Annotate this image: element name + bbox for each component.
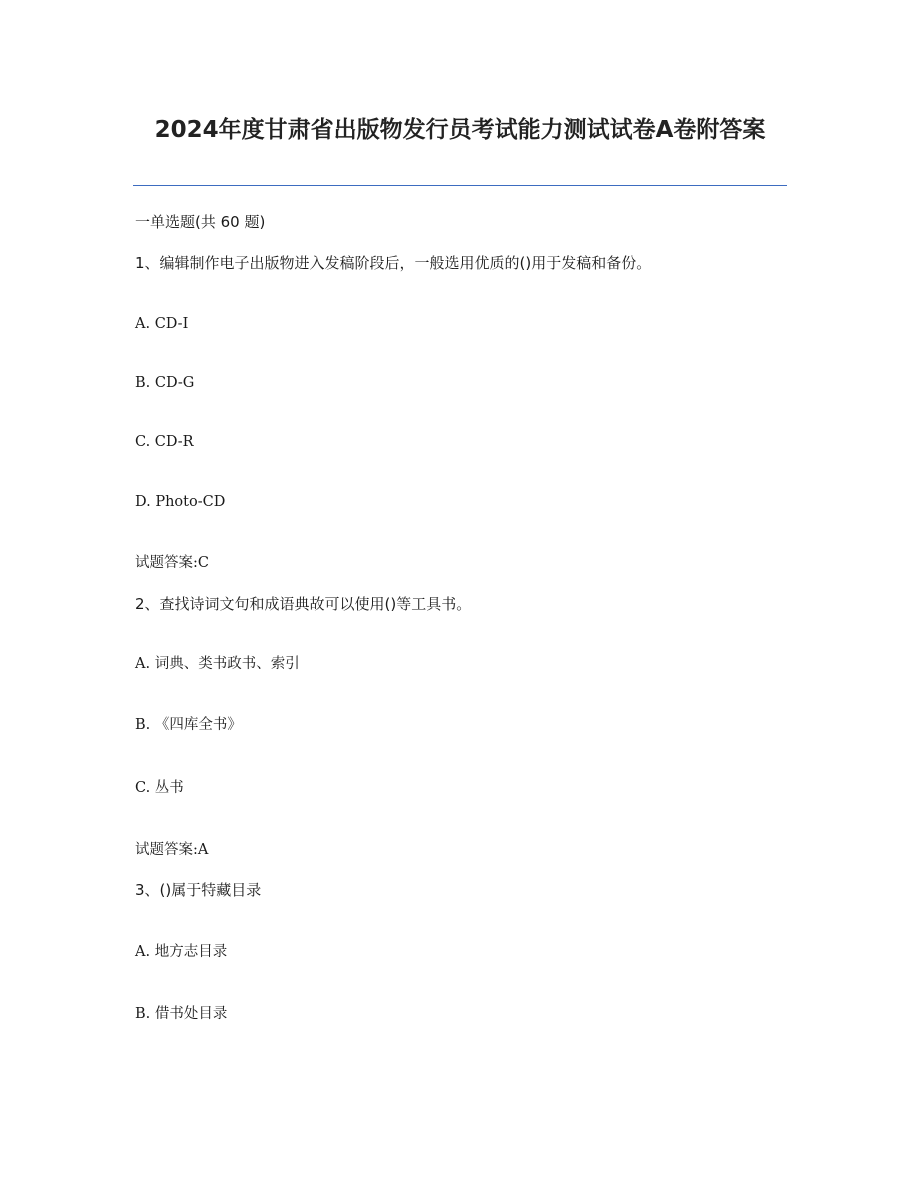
section-heading: 一单选题(共 60 题): [135, 213, 266, 231]
title-divider: [133, 185, 787, 186]
question-1-option-d: D. Photo-CD: [135, 494, 226, 510]
document-title: 2024年度甘肃省出版物发行员考试能力测试试卷A卷附答案: [154, 117, 766, 143]
question-3-stem: 3、()属于特藏目录: [135, 881, 262, 899]
question-2-option-c: C. 丛书: [135, 780, 184, 796]
question-1-answer: 试题答案:C: [135, 555, 209, 571]
question-2-option-b: B. 《四库全书》: [135, 717, 242, 733]
question-3-option-b: B. 借书处目录: [135, 1006, 228, 1022]
question-1-option-a: A. CD-I: [135, 316, 189, 332]
question-2-stem: 2、查找诗词文句和成语典故可以使用()等工具书。: [135, 595, 472, 613]
question-2-option-a: A. 词典、类书政书、索引: [135, 656, 300, 672]
question-3-option-a: A. 地方志目录: [135, 944, 228, 960]
question-2-answer: 试题答案:A: [135, 842, 209, 858]
question-1-stem: 1、编辑制作电子出版物进入发稿阶段后，一般选用优质的()用于发稿和备份。: [135, 254, 652, 272]
question-1-option-b: B. CD-G: [135, 375, 195, 391]
question-1-option-c: C. CD-R: [135, 434, 194, 450]
